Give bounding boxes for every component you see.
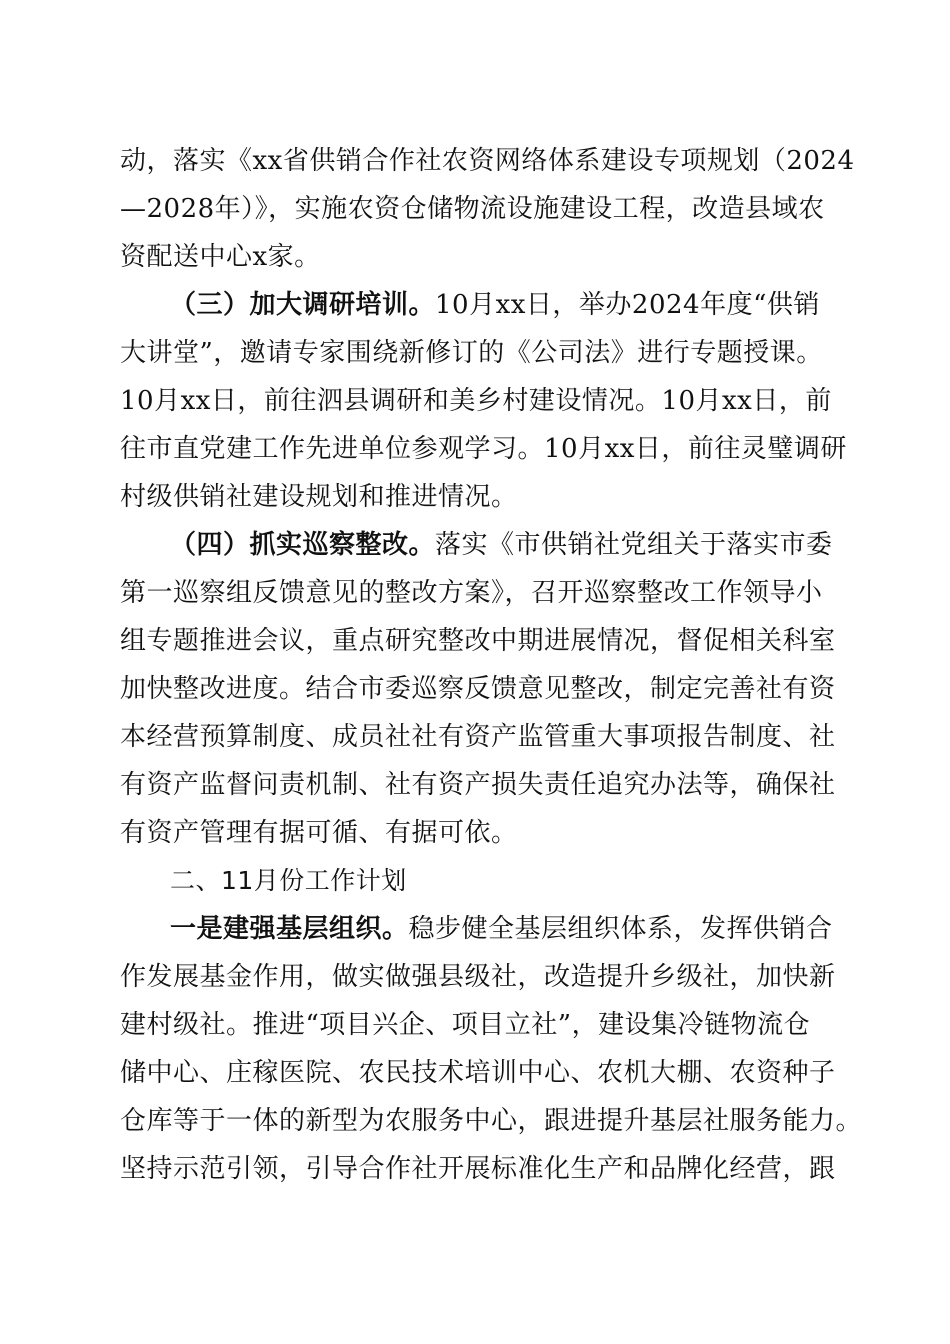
text-line: 10月xx日，前往泗县调研和美乡村建设情况。10月xx日，前 [120,386,832,416]
text-line: —2028年）》，实施农资仓储物流设施建设工程，改造县域农 [120,194,825,224]
text-line: 建村级社。推进“项目兴企、项目立社”，建设集冷链物流仓 [120,1010,811,1040]
text-line: 村级供销社建设规划和推进情况。 [120,482,518,512]
paragraph-lead: 一是建强基层组织。 [170,914,409,944]
text-line: 作发展基金作用，做实做强县级社，改造提升乡级社，加快新 [120,962,836,992]
text-line: 资配送中心x家。 [120,242,321,272]
paragraph-lead: （四）抓实巡察整改。 [170,530,436,560]
paragraph-text: 落实《市供销社党组关于落实市委 [435,530,833,560]
text-line: 仓库等于一体的新型为农服务中心，跟进提升基层社服务能力。 [120,1106,863,1136]
paragraph-first-line [170,913,833,945]
text-line: 第一巡察组反馈意见的整改方案》，召开巡察整改工作领导小 [120,578,823,608]
text-line: 动，落实《xx省供销合作社农资网络体系建设专项规划（2024 [120,146,855,176]
text-line: 坚持示范引领，引导合作社开展标准化生产和品牌化经营，跟 [120,1154,836,1184]
text-line: 往市直党建工作先进单位参观学习。10月xx日，前往灵璧调研 [120,434,847,464]
paragraph-text: 10月xx日，举办2024年度“供销 [435,290,820,320]
text-line: 大讲堂”，邀请专家围绕新修订的《公司法》进行专题授课。 [120,338,823,368]
paragraph-text: 稳步健全基层组织体系，发挥供销合 [408,914,833,944]
text-line: 组专题推进会议，重点研究整改中期进展情况，督促相关科室 [120,626,836,656]
text-line: 有资产监督问责机制、社有资产损失责任追究办法等，确保社 [120,770,836,800]
section-heading: 二、11月份工作计划 [170,866,407,895]
paragraph-lead: （三）加大调研培训。 [170,290,436,320]
paragraph-first-line [170,289,820,321]
text-line: 加快整改进度。结合市委巡察反馈意见整改，制定完善社有资 [120,674,836,704]
text-line: 有资产管理有据可循、有据可依。 [120,818,518,848]
text-line: 储中心、庄稼医院、农民技术培训中心、农机大棚、农资种子 [120,1058,836,1088]
text-line: 本经营预算制度、成员社社有资产监管重大事项报告制度、社 [120,722,836,752]
paragraph-first-line [170,529,833,561]
